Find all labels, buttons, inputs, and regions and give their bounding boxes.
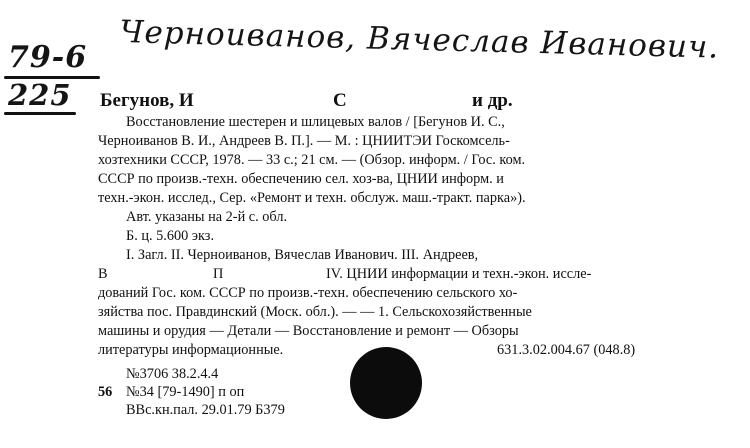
body-line-9: IV. ЦНИИ информации и техн.-экон. иссле-: [326, 266, 592, 282]
et-al: и др.: [472, 90, 513, 111]
andreev-initial-1: В: [98, 266, 108, 282]
footer-line-2: №34 [79-1490] п оп: [126, 384, 245, 400]
body-line-3: хозтехники СССР, 1978. — 33 с.; 21 см. — (Обзор. информ. / Гос. ком.: [98, 152, 526, 168]
call-number-bottom: 225: [8, 78, 72, 112]
handwritten-author-name: Черноиванов, Вячеслав Иванович.: [119, 14, 720, 66]
body-line-1: Восстановление шестерен и шлицевых валов / [Бегунов И. С.,: [126, 114, 505, 130]
classification-number: 631.3.02.004.67 (048.8): [497, 342, 636, 358]
andreev-initial-2: П: [213, 266, 224, 282]
body-line-13: литературы информационные.: [98, 342, 284, 358]
body-line-6: Авт. указаны на 2-й с. обл.: [126, 209, 288, 225]
call-number-underline-2: [4, 112, 76, 115]
body-line-4: СССР по произв.-техн. обеспечению сел. хоз-ва, ЦНИИ информ. и: [98, 171, 504, 187]
body-line-12: машины и орудия — Детали — Восстановление и ремонт — Обзоры: [98, 323, 519, 339]
body-line-2: Черноиванов В. И., Андреев В. П.]. — М. : ЦНИИТЭИ Госкомсель-: [98, 133, 510, 149]
call-number-top: 79-6: [8, 40, 88, 75]
footer-line-1: №3706 38.2.4.4: [126, 366, 219, 382]
footer-line-3: ВВс.кн.пал. 29.01.79 Б379: [126, 402, 285, 418]
card-punch-hole: [350, 347, 422, 419]
body-line-11: зяйства пос. Правдинский (Моск. обл.). — — 1. Сельскохозяйственные: [98, 304, 532, 320]
author-surname: Бегунов, И: [100, 90, 194, 111]
body-line-5: техн.-экон. исслед., Сер. «Ремонт и техн. обслуж. маш.-тракт. парка»).: [98, 190, 526, 206]
author-initial-2: С: [333, 90, 347, 111]
body-line-7: Б. ц. 5.600 экз.: [126, 228, 215, 244]
footer-line-2-number: 56: [98, 384, 113, 400]
body-line-8: I. Загл. II. Черноиванов, Вячеслав Иванович. III. Андреев,: [126, 247, 479, 263]
body-line-10: дований Гос. ком. СССР по произв.-техн. обеспечению сельского хо-: [98, 285, 518, 301]
